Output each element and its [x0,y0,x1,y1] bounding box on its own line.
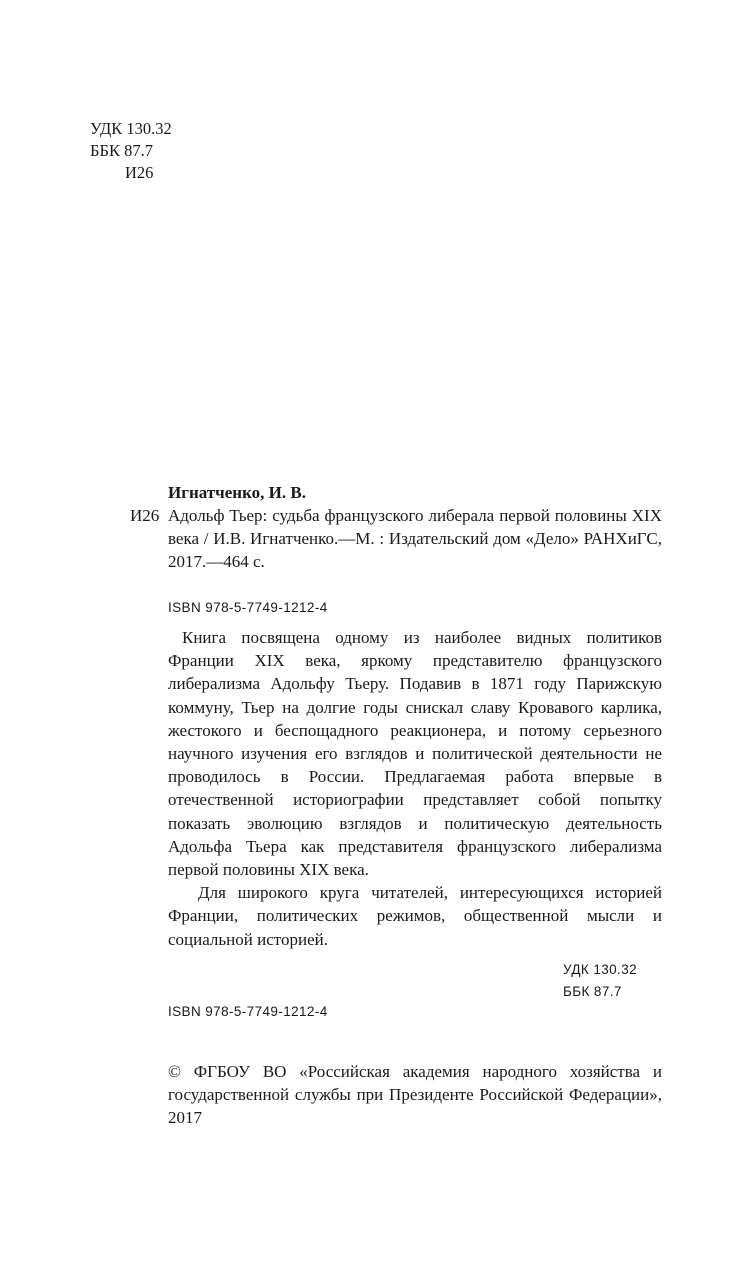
entry-description [168,504,662,574]
isbn-top: ISBN 978-5-7749-1212-4 [168,600,328,615]
entry-description-text: Адольф Тьер: судьба французского либерала первой половины XIX века / И.В. Игнатченко.—М. : Издательский дом «Дело» РАНХиГС, 2017.—464 с. [168,506,662,572]
abstract-paragraph-2: Для широкого круга читателей, интересующихся историей Франции, политических режимов, общественной мысли и социальной историей. [168,883,662,949]
entry-author: Игнатченко, И. В. [168,483,306,502]
bottom-udk: УДК 130.32 [563,962,638,977]
copyright: © ФГБОУ ВО «Российская академия народного хозяйства и государственной службы при Президенте Российской Федерации», 2017 [168,1062,662,1128]
entry-mark: И26 [130,506,160,525]
abstract [168,626,662,951]
top-bbk: ББК 87.7 [90,141,153,160]
top-author-mark: И26 [125,163,154,182]
bottom-bbk: ББК 87.7 [563,984,622,999]
top-udk: УДК 130.32 [90,119,172,138]
abstract-paragraph-1: Книга посвящена одному из наиболее видных политиков Франции XIX века, яркому представителю французского либерализма Адольфу Тьеру. Подавив в 1871 году Парижскую коммуну, Тьер на долгие годы снискал славу Кровавого карлика, жестокого и беспощадного реакционера, и потому серьезного научного изучения его взглядов и политической деятельности не проводилось в России. Предлагаемая работа впервые в отечественной историографии представляет собой попытку показать эволюцию взглядов и политическую деятельность Адольфа Тьера как представителя французского либерализма первой половины XIX века. [168,628,662,880]
isbn-bottom: ISBN 978-5-7749-1212-4 [168,1004,328,1019]
